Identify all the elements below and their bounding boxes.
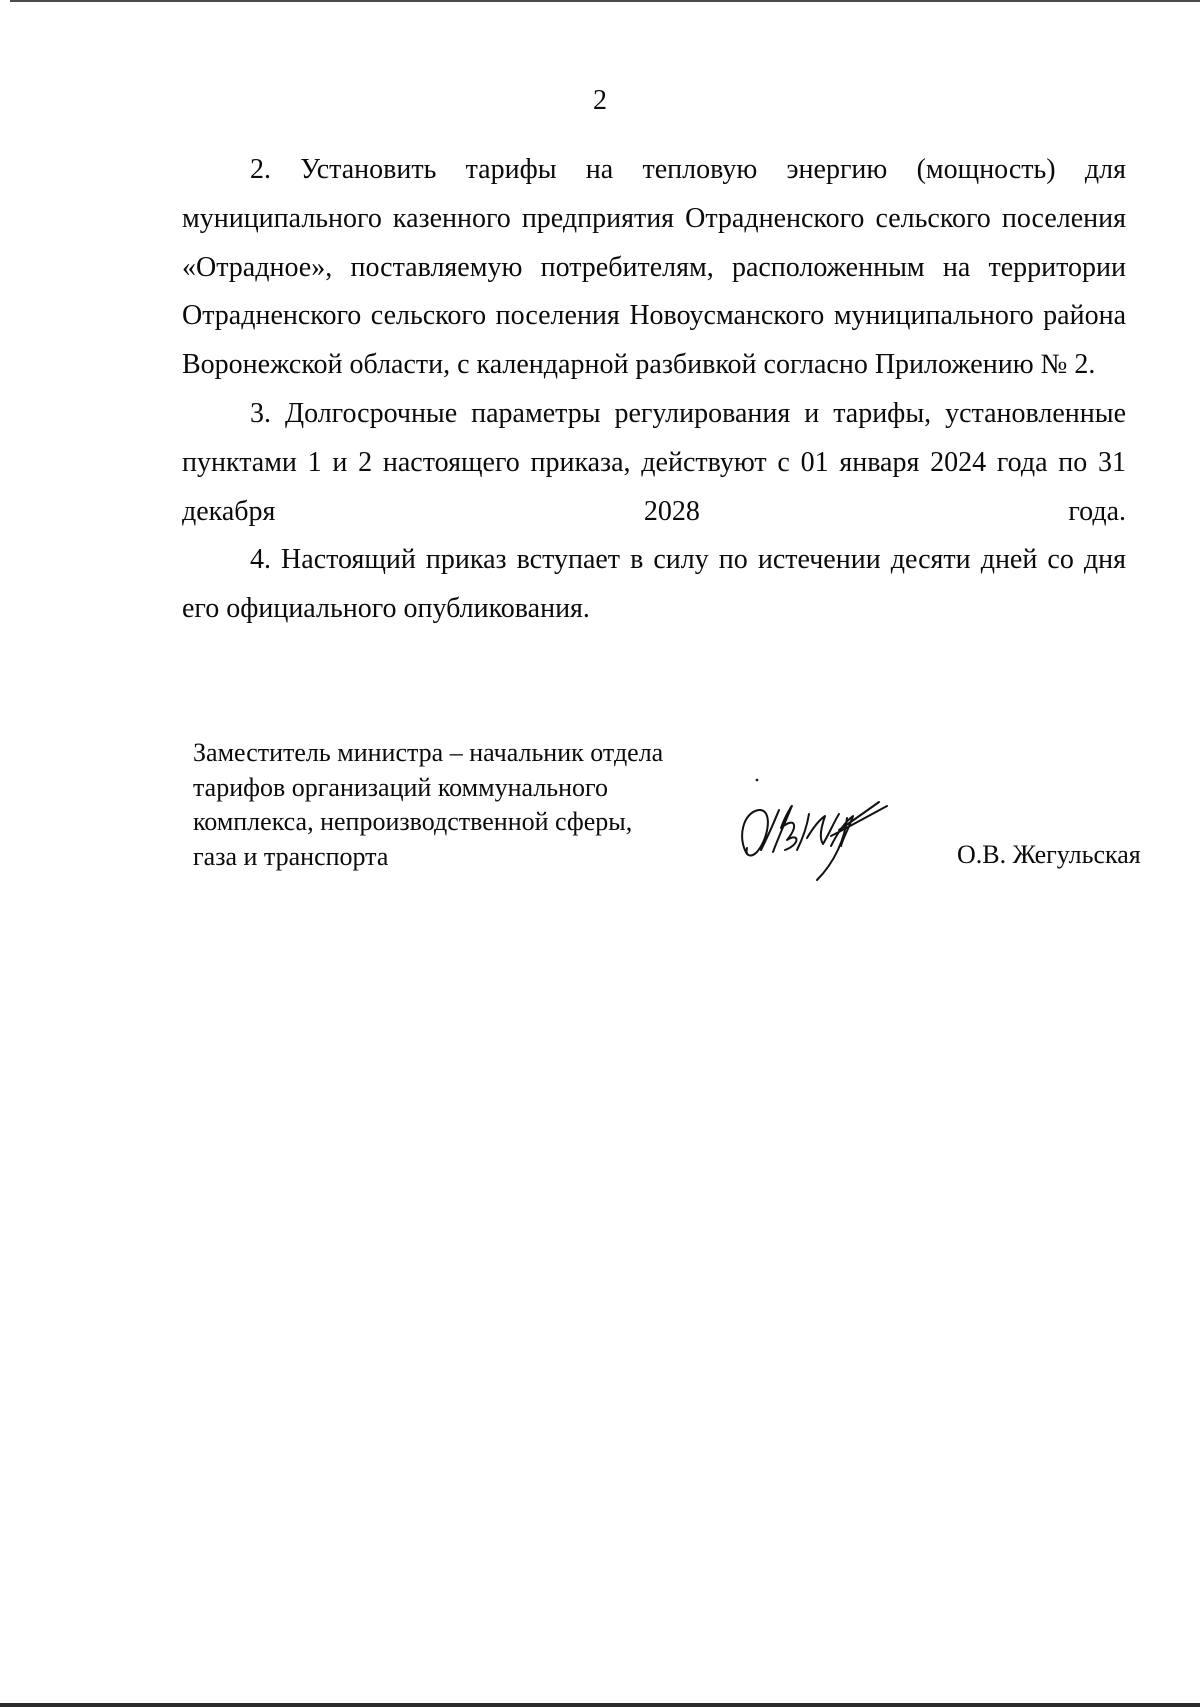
scan-bottom-edge [0, 1703, 1200, 1707]
paragraph-item-4: 4. Настоящий приказ вступает в силу по истечении десяти дней со дня его официального опубликования. [182, 544, 1126, 625]
signatory-position-line: комплекса, непроизводственной сферы, [193, 807, 633, 836]
document-body [182, 146, 1126, 634]
page-number: 2 [593, 85, 607, 116]
paragraph-item-3: 3. Долгосрочные параметры регулирования и тарифы, установленные пунктами 1 и 2 настоящего приказа, действуют с 01 января 2024 года по 31 декабря 2028 года. [182, 397, 1126, 527]
signatory-position [193, 736, 733, 874]
handwritten-signature [735, 776, 895, 884]
signatory-position-line: Заместитель министра – начальник отдела [193, 738, 664, 767]
scan-top-edge [10, 0, 1200, 2]
signatory-name: О.В. Жегульская [957, 840, 1141, 869]
paragraph-item-2: 2. Установить тарифы на тепловую энергию (мощность) для муниципального казенного предприятия Отрадненского сельского поселения «Отрадное», поставляемую потребителям, расположенным на территории Отрадненского сельского поселения Новоусманского муниципального района Воронежской области, с календарной разбивкой согласно Приложению № 2. [182, 154, 1126, 381]
signatory-position-line: газа и транспорта [193, 841, 389, 871]
signatory-position-line: тарифов организаций коммунального [193, 772, 609, 802]
